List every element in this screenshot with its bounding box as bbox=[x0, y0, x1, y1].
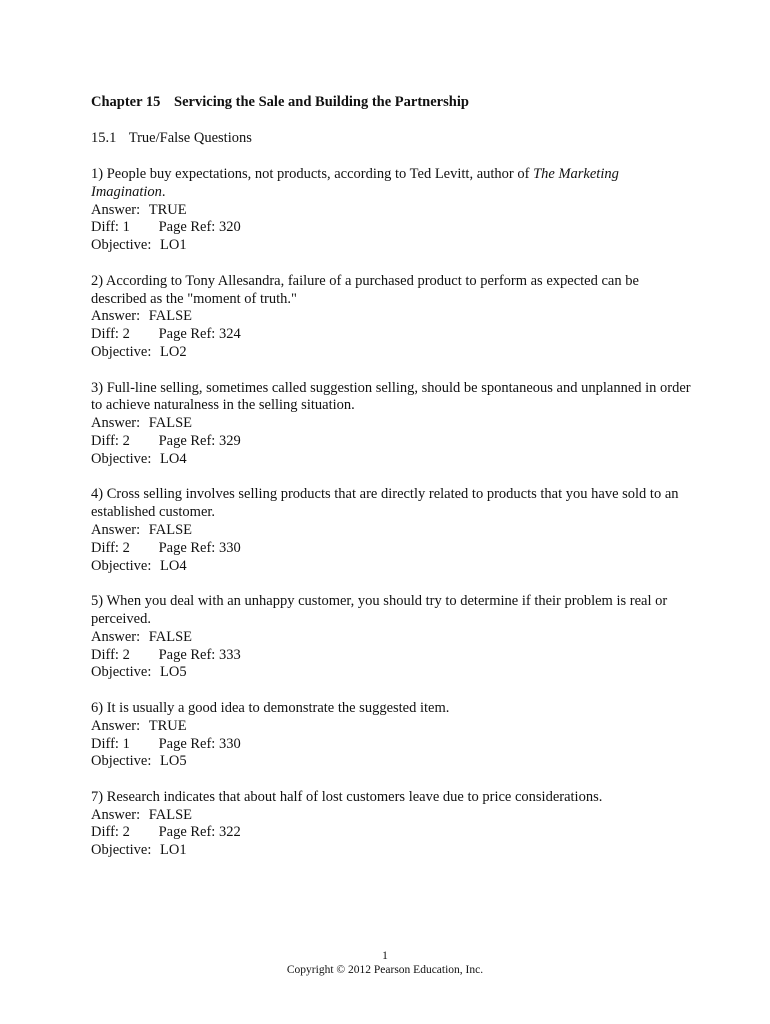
objective-value: LO4 bbox=[160, 450, 187, 467]
answer-value: FALSE bbox=[148, 521, 193, 538]
page-number: 1 bbox=[382, 950, 388, 962]
diff-line bbox=[91, 326, 691, 344]
page-ref-label: Page Ref: bbox=[158, 824, 216, 841]
question-text-main: 6) It is usually a good idea to demonstrate the suggested item. bbox=[91, 699, 450, 716]
objective-label: Objective: bbox=[91, 664, 152, 681]
answer-line bbox=[91, 522, 691, 540]
question-text-main: 5) When you deal with an unhappy customer, you should try to determine if their problem is real or perceived. bbox=[91, 593, 668, 627]
objective-label: Objective: bbox=[91, 343, 152, 360]
question-text-main: 3) Full-line selling, sometimes called suggestion selling, should be spontaneous and unplanned in order to achieve naturalness in the selling situation. bbox=[91, 379, 691, 414]
chapter-heading bbox=[91, 94, 469, 112]
objective-label: Objective: bbox=[91, 753, 152, 770]
answer-label: Answer: bbox=[91, 628, 141, 645]
diff-value: 2 bbox=[122, 432, 130, 449]
copyright-notice: Copyright © 2012 Pearson Education, Inc. bbox=[286, 964, 484, 976]
objective-line bbox=[91, 558, 691, 576]
answer-value: FALSE bbox=[148, 308, 193, 325]
question-text-italic: The Marketing Imagination bbox=[91, 166, 619, 200]
objective-value: LO5 bbox=[160, 664, 187, 681]
diff-line bbox=[91, 824, 691, 842]
answer-line bbox=[91, 308, 691, 326]
diff-label: Diff: bbox=[91, 646, 119, 663]
answer-line bbox=[91, 718, 691, 736]
page-ref-label: Page Ref: bbox=[158, 326, 216, 343]
objective-line bbox=[91, 664, 691, 682]
objective-label: Objective: bbox=[91, 450, 152, 467]
question-text bbox=[91, 700, 691, 718]
chapter-title: Servicing the Sale and Building the Partnership bbox=[174, 94, 469, 110]
question-item bbox=[91, 700, 691, 771]
diff-value: 2 bbox=[122, 326, 130, 343]
page-ref-label: Page Ref: bbox=[158, 219, 216, 236]
answer-value: TRUE bbox=[148, 717, 187, 734]
objective-value: LO5 bbox=[160, 753, 187, 770]
page-ref-value: 330 bbox=[218, 539, 241, 556]
diff-label: Diff: bbox=[91, 824, 119, 841]
question-item bbox=[91, 789, 691, 860]
answer-value: FALSE bbox=[148, 806, 193, 823]
question-text bbox=[91, 380, 691, 416]
diff-value: 1 bbox=[122, 219, 130, 236]
diff-label: Diff: bbox=[91, 539, 119, 556]
answer-line bbox=[91, 629, 691, 647]
chapter-number: Chapter 15 bbox=[91, 94, 161, 110]
diff-line bbox=[91, 736, 691, 754]
page-ref-value: 333 bbox=[218, 646, 241, 663]
page-ref-value: 322 bbox=[218, 824, 241, 841]
diff-label: Diff: bbox=[91, 219, 119, 236]
diff-line bbox=[91, 219, 691, 237]
page-ref-value: 330 bbox=[218, 735, 241, 752]
page-ref-label: Page Ref: bbox=[158, 539, 216, 556]
question-text-end: . bbox=[161, 183, 166, 200]
page-ref-value: 320 bbox=[218, 219, 241, 236]
question-text bbox=[91, 486, 691, 522]
diff-value: 2 bbox=[122, 824, 130, 841]
question-text bbox=[91, 789, 691, 807]
page-ref-value: 329 bbox=[218, 432, 241, 449]
objective-value: LO4 bbox=[160, 557, 187, 574]
question-item bbox=[91, 593, 691, 682]
answer-line bbox=[91, 807, 691, 825]
section-heading bbox=[91, 130, 252, 148]
answer-line bbox=[91, 202, 691, 220]
question-item bbox=[91, 166, 691, 255]
diff-label: Diff: bbox=[91, 432, 119, 449]
objective-line bbox=[91, 237, 691, 255]
diff-label: Diff: bbox=[91, 326, 119, 343]
question-text-main: 2) According to Tony Allesandra, failure of a purchased product to perform as expected can be described as the "moment of truth." bbox=[91, 272, 639, 307]
answer-value: FALSE bbox=[148, 628, 193, 645]
objective-value: LO1 bbox=[160, 237, 187, 254]
question-item bbox=[91, 273, 691, 362]
answer-value: FALSE bbox=[148, 415, 193, 432]
objective-line bbox=[91, 344, 691, 362]
answer-label: Answer: bbox=[91, 308, 141, 325]
diff-value: 1 bbox=[122, 735, 130, 752]
section-number: 15.1 bbox=[91, 130, 117, 146]
answer-label: Answer: bbox=[91, 521, 141, 538]
question-text bbox=[91, 273, 691, 309]
page-ref-label: Page Ref: bbox=[158, 432, 216, 449]
question-text-main: 7) Research indicates that about half of lost customers leave due to price considerations. bbox=[91, 788, 603, 805]
diff-value: 2 bbox=[122, 539, 130, 556]
objective-value: LO2 bbox=[160, 343, 187, 360]
question-text bbox=[91, 166, 691, 202]
question-list bbox=[91, 166, 691, 878]
objective-line bbox=[91, 451, 691, 469]
question-item bbox=[91, 380, 691, 469]
question-item bbox=[91, 486, 691, 575]
question-text-main: 1) People buy expectations, not products, according to Ted Levitt, author of bbox=[91, 166, 534, 182]
diff-line bbox=[91, 540, 691, 558]
question-text-main: 4) Cross selling involves selling products that are directly related to products that you have sold to an established customer. bbox=[91, 486, 679, 521]
objective-line bbox=[91, 753, 691, 771]
answer-label: Answer: bbox=[91, 415, 141, 432]
answer-label: Answer: bbox=[91, 717, 141, 734]
section-title: True/False Questions bbox=[128, 130, 252, 146]
objective-value: LO1 bbox=[160, 842, 187, 859]
diff-label: Diff: bbox=[91, 735, 119, 752]
objective-line bbox=[91, 842, 691, 860]
question-text bbox=[91, 593, 691, 629]
page-ref-value: 324 bbox=[218, 326, 241, 343]
answer-value: TRUE bbox=[148, 201, 187, 218]
objective-label: Objective: bbox=[91, 557, 152, 574]
answer-label: Answer: bbox=[91, 201, 141, 218]
diff-line bbox=[91, 433, 691, 451]
objective-label: Objective: bbox=[91, 842, 152, 859]
objective-label: Objective: bbox=[91, 237, 152, 254]
page-ref-label: Page Ref: bbox=[158, 646, 216, 663]
answer-label: Answer: bbox=[91, 806, 141, 823]
page-ref-label: Page Ref: bbox=[158, 735, 216, 752]
diff-value: 2 bbox=[122, 646, 130, 663]
diff-line bbox=[91, 647, 691, 665]
answer-line bbox=[91, 415, 691, 433]
